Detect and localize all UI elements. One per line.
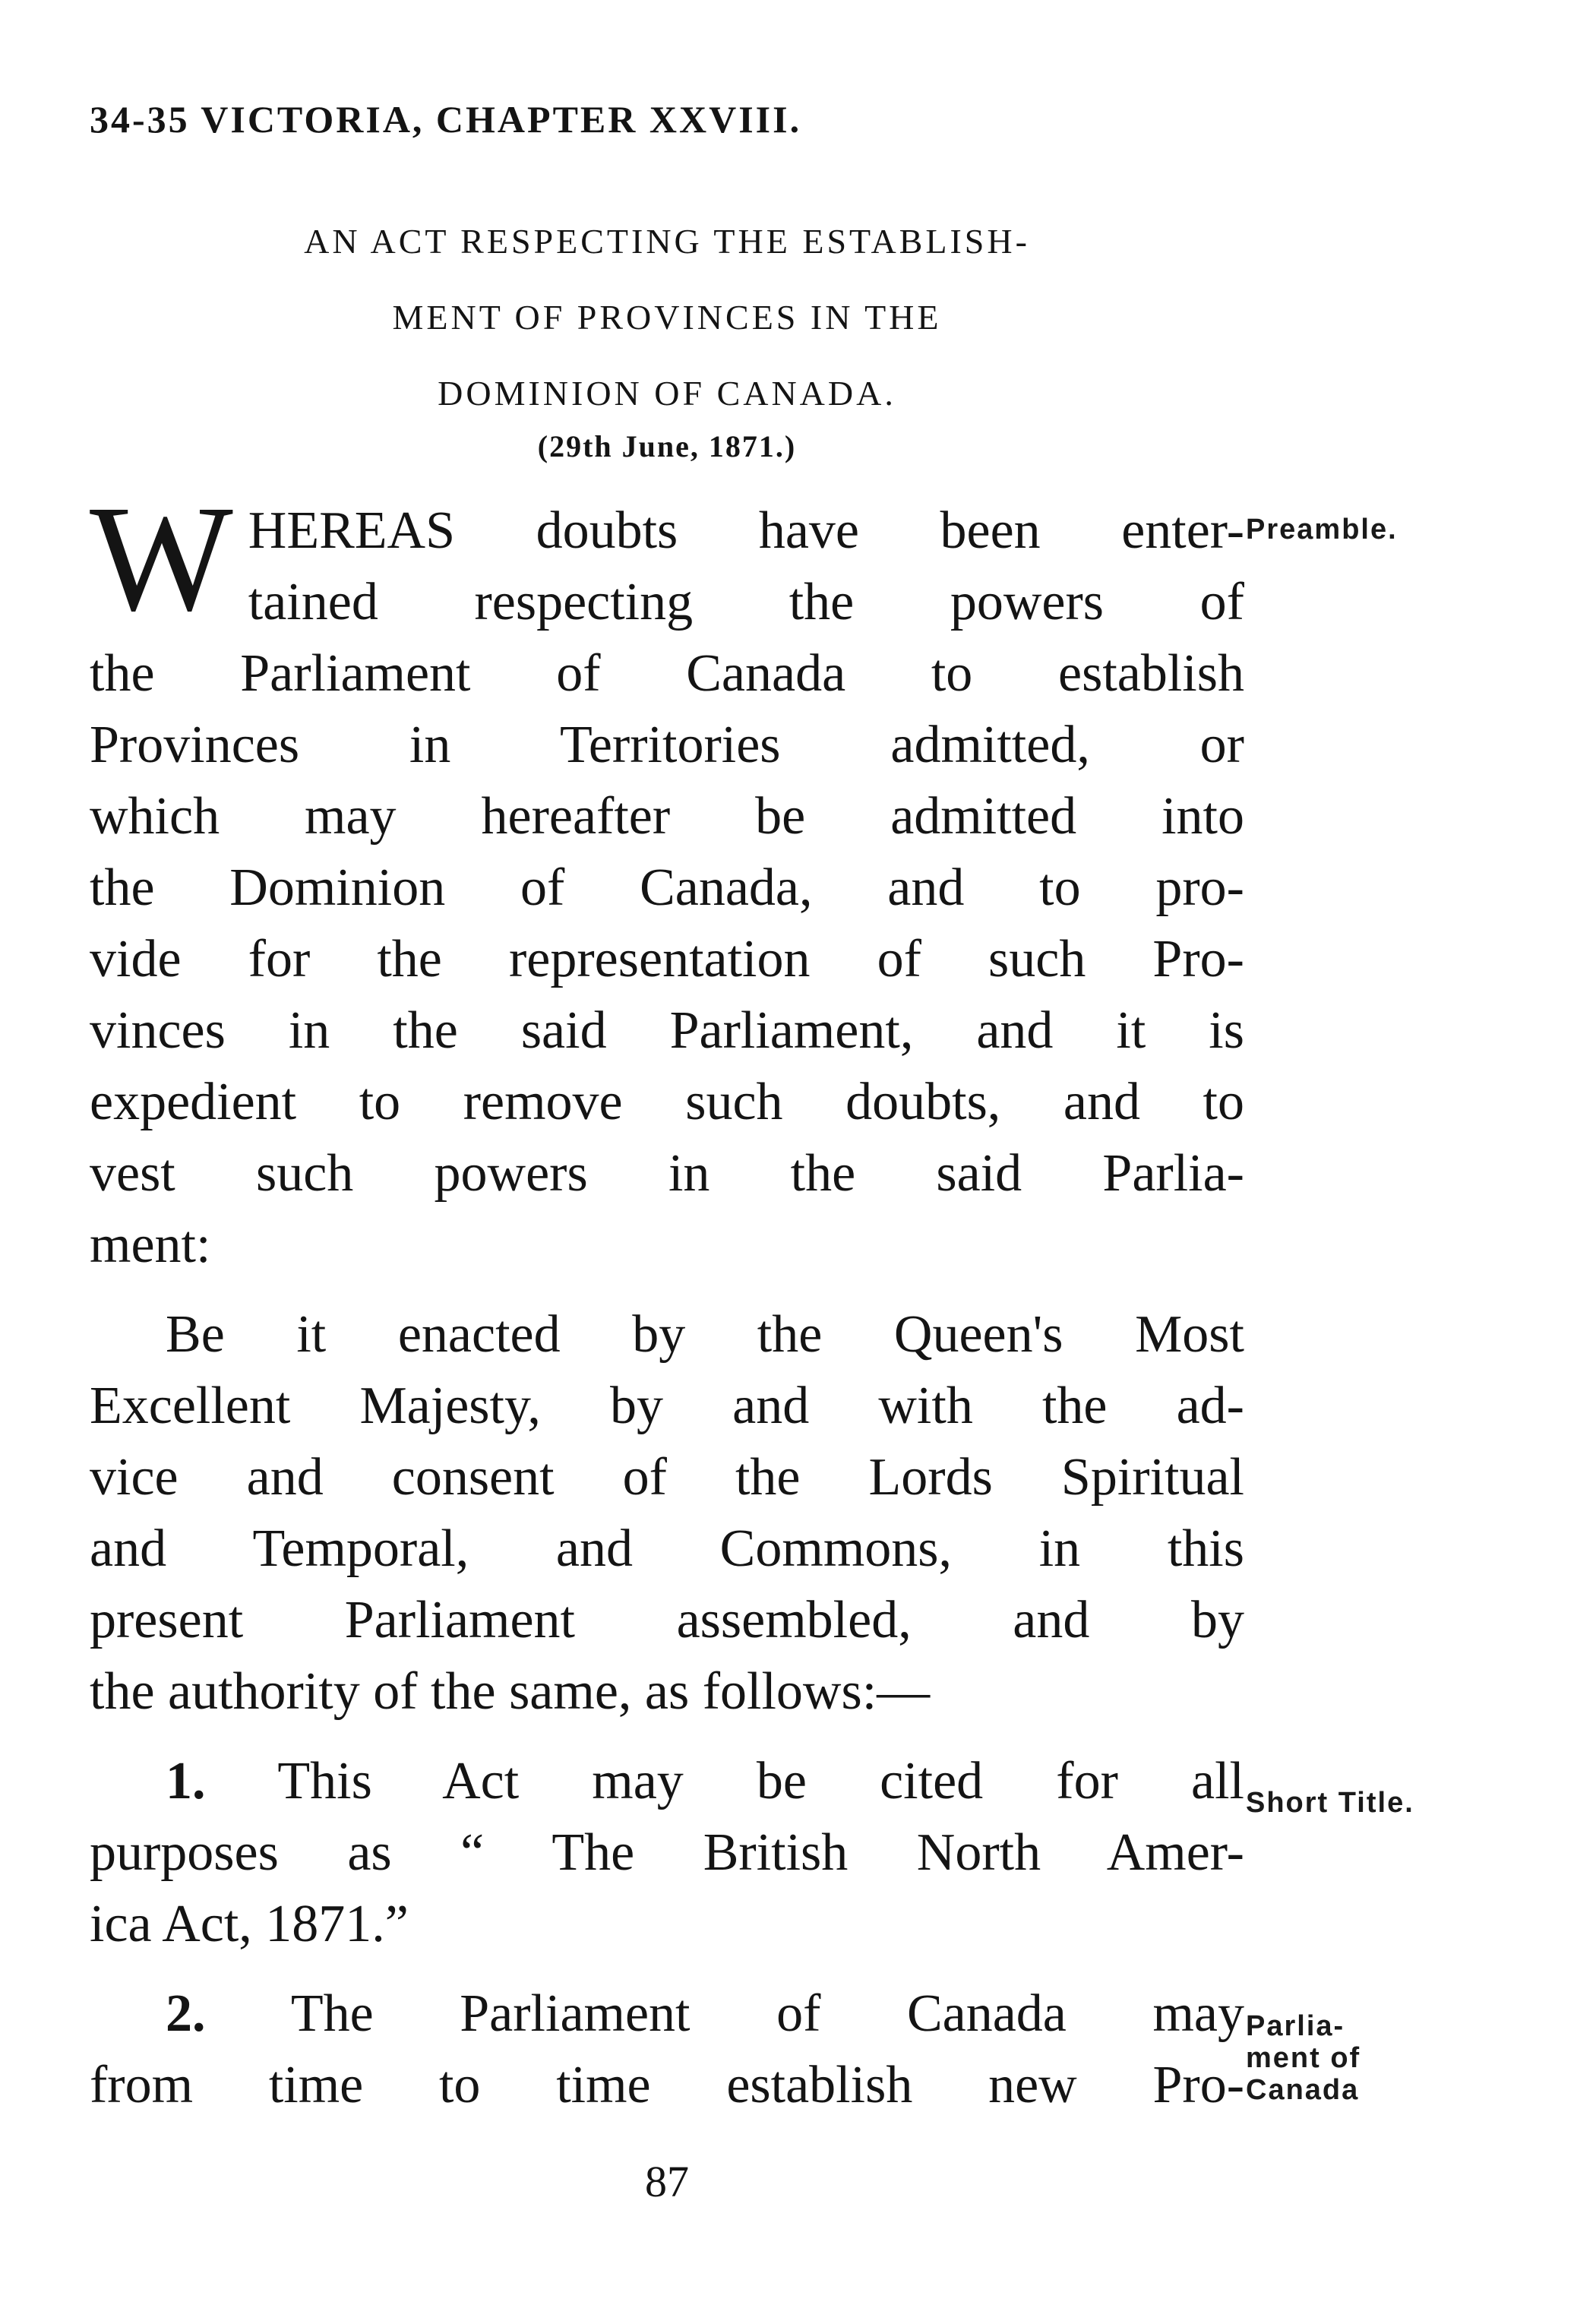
text-line: the Dominion of Canada, and to pro- <box>90 858 1244 917</box>
preamble-paragraph <box>90 475 1244 1281</box>
marginal-note-parliament <box>1246 2010 1550 2106</box>
section-number: 1. <box>166 1752 206 1810</box>
drop-cap: W <box>90 475 233 643</box>
section-2 <box>90 1978 1244 2121</box>
text-line <box>90 1978 1244 2050</box>
chapter-heading: 34-35 VICTORIA, CHAPTER XXVIII. <box>90 98 802 141</box>
text-line: and Temporal, and Commons, in this <box>90 1519 1244 1578</box>
assent-date: (29th June, 1871.) <box>537 429 797 463</box>
page-number: 87 <box>645 2157 689 2206</box>
act-title-line: AN ACT RESPECTING THE ESTABLISH- <box>304 222 1030 261</box>
section-text: The Parliament of Canada may <box>290 1984 1244 2043</box>
marginal-note-line: ment of <box>1246 2042 1361 2074</box>
text-line: vest such powers in the said Parlia- <box>90 1144 1244 1203</box>
text-line: ment: <box>90 1216 211 1274</box>
text-line: purposes as “ The British North Amer- <box>90 1823 1244 1882</box>
text-line: vide for the representation of such Pro- <box>90 930 1244 988</box>
act-body <box>90 475 1244 2121</box>
act-title-line: DOMINION OF CANADA. <box>438 374 896 413</box>
section-1 <box>90 1746 1244 1960</box>
marginal-note-short-title: Short Title. <box>1246 1787 1414 1819</box>
text-line: tained respecting the powers of <box>248 573 1244 631</box>
text-line: vinces in the said Parliament, and it is <box>90 1001 1244 1060</box>
text-line: Excellent Majesty, by and with the ad- <box>90 1377 1244 1435</box>
text-line: Be it enacted by the Queen's Most <box>166 1305 1244 1364</box>
text-line: from time to time establish new Pro- <box>90 2056 1244 2114</box>
text-line: expedient to remove such doubts, and to <box>90 1073 1244 1131</box>
text-line: vice and consent of the Lords Spiritual <box>90 1448 1244 1507</box>
text-line <box>90 1746 1244 1817</box>
text-line: HEREAS doubts have been enter- <box>248 501 1244 560</box>
section-text: This Act may be cited for all <box>277 1752 1244 1810</box>
marginal-note-line: Canada <box>1246 2074 1360 2106</box>
section-number: 2. <box>166 1984 206 2043</box>
text-line: the Parliament of Canada to establish <box>90 644 1244 703</box>
marginal-note-line: Parlia- <box>1246 2010 1345 2042</box>
text-line: ica Act, 1871.” <box>90 1895 409 1953</box>
marginal-note-preamble: Preamble. <box>1246 514 1398 545</box>
act-title-line: MENT OF PROVINCES IN THE <box>392 298 942 337</box>
text-line: Provinces in Territories admitted, or <box>90 716 1244 774</box>
enacting-paragraph <box>90 1299 1244 1728</box>
text-line: the authority of the same, as follows:— <box>90 1662 931 1721</box>
act-title <box>90 204 1244 432</box>
text-line: present Parliament assembled, and by <box>90 1591 1244 1649</box>
text-line: which may hereafter be admitted into <box>90 787 1244 846</box>
